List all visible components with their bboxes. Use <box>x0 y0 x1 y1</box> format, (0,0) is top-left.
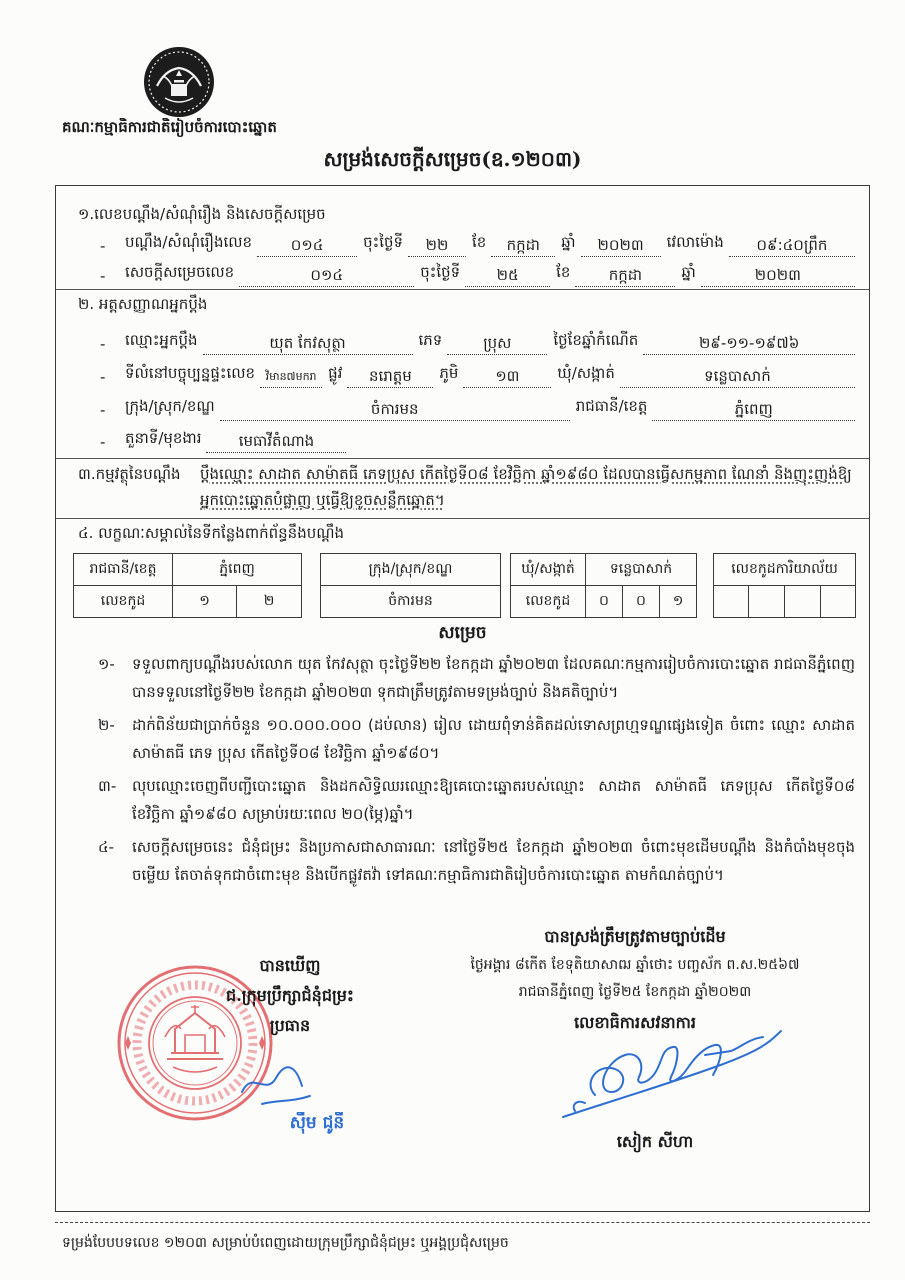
decision-heading: សម្រេច <box>438 623 487 643</box>
sex-label: ភេទ <box>418 331 443 349</box>
lunar-date: ថ្ងៃអង្គារ ៨កើត ខែទុតិយាសាឍ ឆ្នាំថោះ បញ្ចស័ក ព.ស.២៥៦៧ <box>470 957 800 973</box>
complaint-date-label: ចុះថ្ងៃទី <box>363 233 403 251</box>
commune-code-digit: ០ <box>586 586 623 618</box>
commune-value: ទន្លេបាសាក់ <box>620 366 855 388</box>
decision-date-label: ចុះថ្ងៃទី <box>420 263 461 281</box>
clerk-name: សៀក សីហា <box>616 1132 694 1151</box>
district-value: ចំការមន <box>220 399 570 421</box>
role-value: មេធាវីតំណាង <box>206 431 346 453</box>
commune-code-table <box>510 553 697 618</box>
office-code-table <box>713 553 856 618</box>
decision-item-text: សេចក្តីសម្រេចនេះ ជំនុំជម្រះ និងប្រកាសជាសាធារណៈ នៅថ្ងៃទី២៥ ខែកក្កដា ឆ្នាំ២០២៣ ចំពោះមុខដើមបណ្តឹង និងកំបាំងមុខចុងចម្លើយ តែចាត់ទុកជាចំពោះមុខ និងបើកផ្លូវតវ៉ា ទៅគណៈកម្មាធិការជាតិរៀបចំការបោះឆ្នោត តាមកំណត់ច្បាប់។ <box>132 838 855 884</box>
complaint-day-value: ២២ <box>408 235 466 257</box>
commune-code-label: លេខកូដ <box>511 586 586 618</box>
province-code-digit: ២ <box>237 586 302 618</box>
decision-item <box>98 833 855 889</box>
section1-heading: ១.លេខបណ្តឹង/សំណុំរឿង និងសេចក្តីសម្រេច <box>78 205 326 223</box>
section3-heading: ៣.កម្មវត្ថុនៃបណ្តឹង <box>78 465 181 483</box>
council-title: ជ.ក្រុមប្រឹក្សាជំនុំជម្រះ <box>226 986 354 1005</box>
certified-copy-heading: បានស្រង់ត្រឹមត្រូវតាមច្បាប់ដើម <box>544 927 726 946</box>
village-label: ភូមិ <box>439 364 459 382</box>
decision-item <box>98 772 855 828</box>
seen-heading: បានឃើញ <box>259 956 321 975</box>
province-code-table <box>73 553 302 618</box>
dob-value: ២៩-១១-១៩៧៦ <box>643 333 855 355</box>
decision-day-value: ២៥ <box>465 265 550 287</box>
decision-item-text: ទទួលពាក្យបណ្តឹងរបស់លោក យុត កែវសុត្ថា ចុះថ្ងៃទី២២ ខែកក្កដា ឆ្នាំ២០២៣ ដែលគណៈកម្មការរៀបចំការបោះឆ្នោត រាជធានីភ្នំពេញ បានទទួលនៅថ្ងៃទី២២ ខែកក្កដា ឆ្នាំ២០២៣ ទុកជាត្រឹមត្រូវតាមទម្រង់ច្បាប់ និងគតិច្បាប់។ <box>132 655 855 701</box>
decision-list <box>98 650 855 928</box>
complaint-time-value: ០៩:៤០ព្រឹក <box>729 235 855 257</box>
office-code-label: លេខកូដការិយាល័យ <box>714 554 856 586</box>
bullet: - <box>100 267 106 285</box>
role-label: តួនាទី/មុខងារ <box>125 429 202 447</box>
role-row <box>100 427 855 453</box>
decision-item <box>98 711 855 767</box>
house-label: ទីលំនៅបច្ចុប្បន្នផ្ទះលេខ <box>125 364 256 382</box>
commune-code-digit: ១ <box>660 586 697 618</box>
province-cell-value: ភ្នំពេញ <box>173 554 302 586</box>
district-label: ក្រុង/ស្រុក/ខណ្ឌ <box>125 397 215 415</box>
complainant-name-label: ឈ្មោះអ្នកប្តឹង <box>125 331 198 349</box>
chair-signature-icon <box>232 1052 322 1114</box>
sex-value: ប្រុស <box>447 333 547 355</box>
footer-divider <box>55 1222 870 1223</box>
section-divider <box>56 518 869 519</box>
complainant-name-value: យុត កែវសុត្ថា <box>203 333 413 355</box>
house-value: វិមាន៧មករា <box>260 366 322 388</box>
decision-year-value: ២០២៣ <box>701 265 855 287</box>
province-code-digit: ១ <box>173 586 237 618</box>
complaint-month-value: កក្កដា <box>491 235 555 257</box>
nec-logo-icon <box>143 46 215 118</box>
document-title: សម្រង់សេចក្តីសម្រេច(ឧ.១២០៣) <box>323 147 582 171</box>
street-value: នរោត្តម <box>347 366 433 388</box>
chair-title: ប្រធាន <box>269 1016 311 1035</box>
province-label: រាជធានី/ខេត្ត <box>575 397 648 415</box>
form-footnote: ទម្រង់បែបបទលេខ ១២០៣ សម្រាប់បំពេញដោយក្រុមប្រឹក្សាជំនុំជម្រះ ឬអង្គប្រជុំសម្រេច <box>62 1235 509 1251</box>
complaint-year-label: ឆ្នាំ <box>561 233 576 251</box>
bullet: - <box>100 433 106 451</box>
section4-heading: ៤. លក្ខណៈសម្គាល់នៃទីកន្លែងពាក់ព័ន្ធនឹងបណ្តឹង <box>78 524 345 542</box>
office-code-cell <box>749 586 785 618</box>
complaint-number-row <box>100 231 855 257</box>
complaint-number-label: បណ្តឹង/សំណុំរឿងលេខ <box>125 233 253 251</box>
clerk-signature-icon <box>555 1025 785 1130</box>
decision-number-label: សេចក្តីសម្រេចលេខ <box>125 263 235 281</box>
commune-cell-label: ឃុំ/សង្កាត់ <box>511 554 586 586</box>
commune-code-digit: ០ <box>623 586 660 618</box>
district-row <box>100 395 855 421</box>
bullet: - <box>100 401 106 419</box>
address-row <box>100 362 855 388</box>
commune-cell-value: ទន្លេបាសាក់ <box>586 554 697 586</box>
decision-item-number: ១- <box>98 655 115 673</box>
decision-item-text: លុបឈ្មោះចេញពីបញ្ជីបោះឆ្នោត និងដកសិទ្ធិឈរឈ្មោះឱ្យគេបោះឆ្នោតរបស់ឈ្មោះ សាដាត សាម៉ាតធី ភេទប្រុស កើតថ្ងៃទី០៨ ខែវិច្ឆិកា ឆ្នាំ១៩៨០ សម្រាប់រយៈពេល ២០(ម្ភៃ)ឆ្នាំ។ <box>132 777 855 823</box>
village-value: ១៣ <box>463 366 551 388</box>
bullet: - <box>100 335 106 353</box>
office-code-cell <box>785 586 821 618</box>
section2-heading: ២. អត្តសញ្ញាណអ្នកប្តឹង <box>78 295 208 313</box>
decision-number-row <box>100 261 855 287</box>
decision-item-text: ដាក់ពិន័យជាប្រាក់ចំនួន ១០.០០០.០០០ (ដប់លាន) រៀល ដោយពុំទាន់គិតដល់ទោសព្រហ្មទណ្ឌផ្សេងទៀត ចំពោះ ឈ្មោះ សាដាត សាម៉ាតធី ភេទ ប្រុស កើតថ្ងៃទី០៨ ខែវិច្ឆិកា ឆ្នាំ១៩៨០។ <box>132 716 855 762</box>
decision-month-label: ខែ <box>556 263 571 281</box>
bullet: - <box>100 368 106 386</box>
office-code-cell <box>714 586 749 618</box>
chair-name: ស៊ឹម ជូនី <box>289 1113 345 1133</box>
place-and-date: រាជធានីភ្នំពេញ ថ្ងៃទី២៥ ខែកក្កដា ឆ្នាំ២០២៣ <box>518 984 752 1000</box>
complaint-year-value: ២០២៣ <box>581 235 661 257</box>
complaint-time-label: វេលាម៉ោង <box>666 233 724 251</box>
decision-year-label: ឆ្នាំ <box>681 263 696 281</box>
section-divider <box>56 289 869 290</box>
complainant-name-row <box>100 329 855 355</box>
district-table <box>320 553 501 618</box>
decision-month-value: កក្កដា <box>575 265 675 287</box>
organization-name: គណៈកម្មាធិការជាតិរៀបចំការបោះឆ្នោត <box>62 118 277 136</box>
office-code-cell <box>821 586 856 618</box>
commune-label: ឃុំ/សង្កាត់ <box>557 364 615 382</box>
decision-item-number: ៣- <box>98 777 117 795</box>
complaint-subject-text: ប្តឹងឈ្មោះ សាដាត សាម៉ាតធី ភេទប្រុស កើតថ្ងៃទី០៨ ខែវិច្ឆិកា ឆ្នាំ១៩៨០ ដែលបានធ្វើសកម្មភាព ណែនាំ និងញុះញង់ឱ្យអ្នកបោះឆ្នោតបំផ្លាញ ឬធ្វើឱ្យខូចសន្លឹកឆ្នោត។ <box>200 465 852 509</box>
dob-label: ថ្ងៃខែឆ្នាំកំណើត <box>553 331 639 349</box>
bullet: - <box>100 237 106 255</box>
complaint-number-value: ០១៤ <box>257 235 357 257</box>
section-divider <box>56 458 869 459</box>
decision-item-number: ៤- <box>98 838 115 856</box>
province-cell-label: រាជធានី/ខេត្ត <box>74 554 173 586</box>
decision-item <box>98 650 855 706</box>
district-cell-value: ចំការមន <box>321 586 501 618</box>
district-cell-label: ក្រុង/ស្រុក/ខណ្ឌ <box>321 554 501 586</box>
street-label: ផ្លូវ <box>328 364 343 382</box>
complaint-month-label: ខែ <box>472 233 487 251</box>
province-code-label: លេខកូដ <box>74 586 173 618</box>
decision-number-value: ០១៤ <box>239 265 414 287</box>
clerk-title: លេខាធិការសវនាការ <box>574 1013 696 1032</box>
province-value: ភ្នំពេញ <box>652 399 855 421</box>
decision-item-number: ២- <box>98 716 115 734</box>
